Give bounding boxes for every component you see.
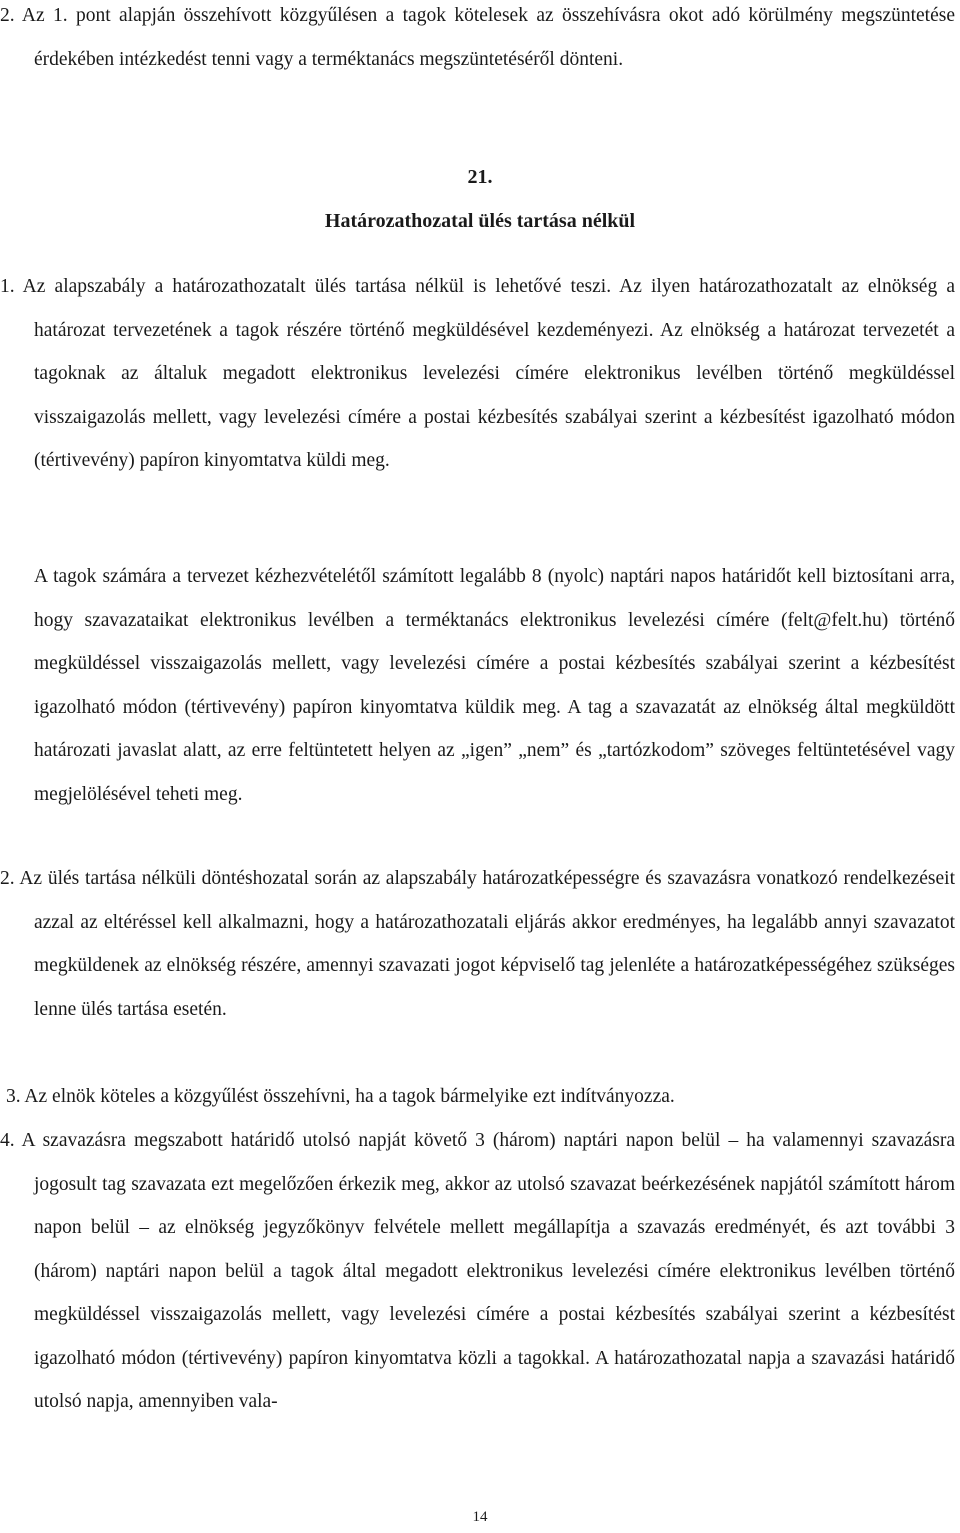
paragraph-3: 3. Az elnök köteles a közgyűlést összehívni, ha a tagok bármelyike ezt indítványozza. <box>6 1086 675 1107</box>
paragraph-2: 2. Az ülés tartása nélküli döntéshozatal során az alapszabály határozatképességre és szavazásra vonatkozó rendelkezéseit azzal az eltéréssel kell alkalmazni, hogy a határozathozatali eljárás akkor eredményes, ha legalább annyi szavazatot megküldenek az elnökség részére, amennyi szavazati jogot képviselő tag jelenléte a határozatképességéhez szükséges lenne ülés tartása esetén. <box>0 868 955 1020</box>
paragraph-1: 1. Az alapszabály a határozathozatalt ülés tartása nélkül is lehetővé teszi. Az ilyen határozathozatalt az elnökség a határozat tervezetének a tagok részére történő megküldésével kezdeményezi. Az elnökség a határozat tervezetét a tagoknak az általuk megadott elektronikus levelezési címére elektronikus levélben történő megküldéssel visszaigazolás mellett, vagy levelezési címére a postai kézbesítés szabályai szerint a kézbesítést igazolható módon (tértivevény) papíron kinyomtatva küldi meg. <box>0 276 955 471</box>
paragraph-4: 4. A szavazásra megszabott határidő utolsó napját követő 3 (három) naptári napon belül – ha valamennyi szavazásra jogosult tag szavazata ezt megelőzően érkezik meg, akkor az utolsó szavazat beérkezésének napjától számított három napon belül – az elnökség jegyzőkönyv felvétele mellett megállapítja a szavazás eredményét, és azt további 3 (három) naptári napon belül a tagok által megadott elektronikus levelezési címére elektronikus levélben történő megküldéssel visszaigazolás mellett, vagy levelezési címére a postai kézbesítés szabályai szerint a kézbesítést igazolható módon (tértivevény) papíron kinyomtatva közli a tagokkal. A határozathozatal napja a szavazási határidő utolsó napja, amennyiben vala- <box>0 1130 955 1412</box>
page-number: 14 <box>472 1509 488 1525</box>
paragraph-1-continued: A tagok számára a tervezet kézhezvételétől számított legalább 8 (nyolc) naptári napos határidőt kell biztosítani arra, hogy szavazataikat elektronikus levélben a terméktanács elektronikus levelezési címére (felt@felt.hu) történő megküldéssel visszaigazolás mellett, vagy levelezési címére a postai kézbesítés szabályai szerint a kézbesítést igazolható módon (tértivevény) papíron kinyomtatva küldik meg. A tag a szavazatát az elnökség által megküldött határozati javaslat alatt, az erre feltüntetett helyen az „igen” „nem” és „tartózkodom” szöveges feltüntetésével vagy megjelölésével teheti meg. <box>34 566 955 805</box>
section-number: 21. <box>467 166 493 188</box>
item-2-intro: 2. Az 1. pont alapján összehívott közgyűlésen a tagok kötelesek az összehívásra okot adó körülmény megszüntetése érdekében intézkedést tenni vagy a terméktanács megszüntetéséről dönteni. <box>0 5 955 70</box>
section-title: Határozathozatal ülés tartása nélkül <box>324 210 636 232</box>
